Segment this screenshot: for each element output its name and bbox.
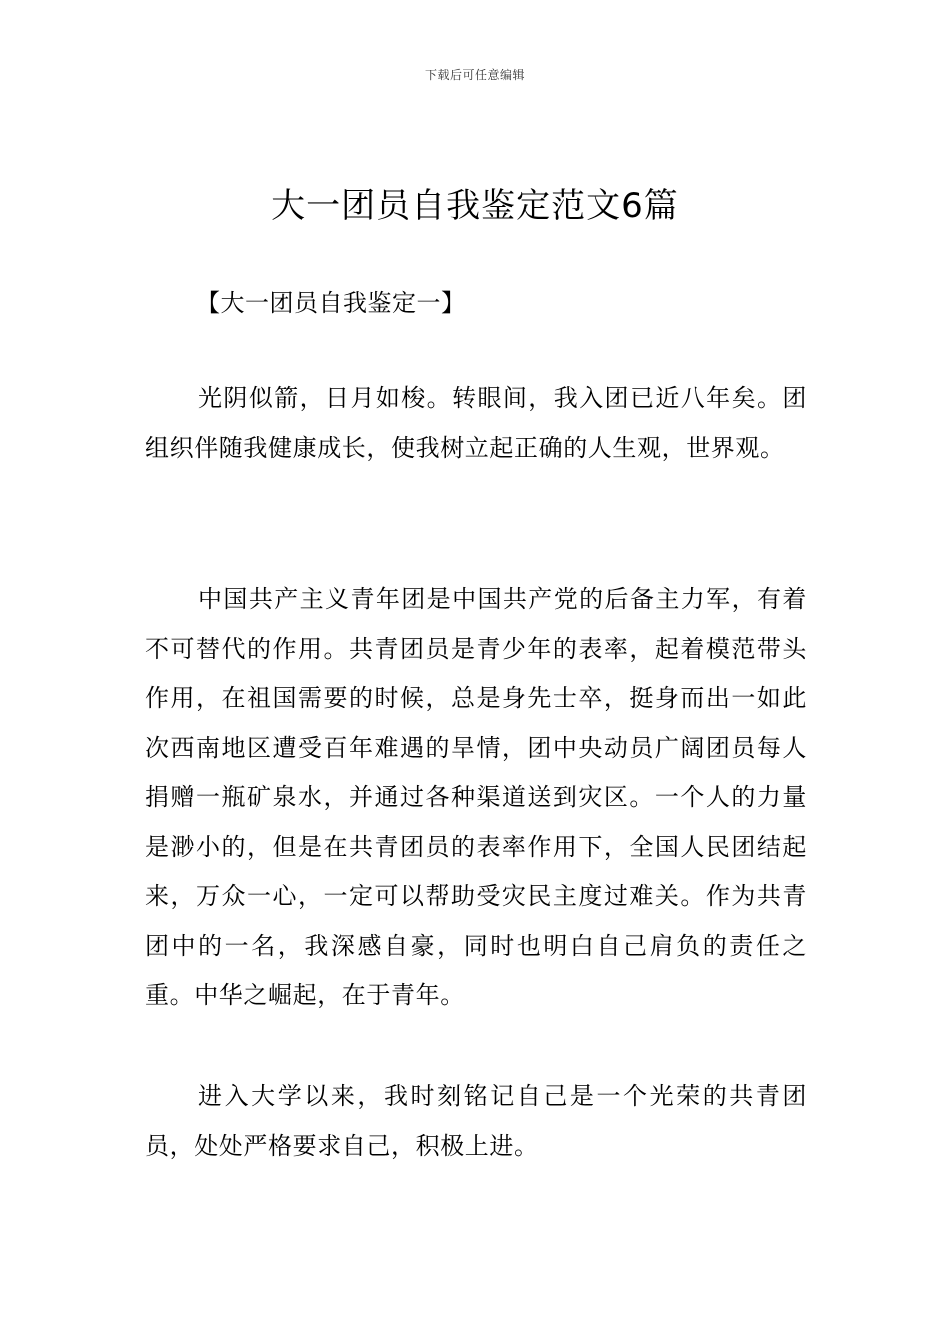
document-title: 大一团员自我鉴定范文6篇 (271, 186, 679, 226)
section-heading: 【大一团员自我鉴定一】 (196, 289, 466, 317)
paragraph-1: 光阴似箭，日月如梭。转眼间，我入团已近八年矣。团组织伴随我健康成长，使我树立起正确的人生观，世界观。 (145, 384, 807, 462)
header-note: 下载后可任意编辑 (424, 68, 525, 82)
paragraph-3: 进入大学以来，我时刻铭记自己是一个光荣的共青团员，处处严格要求自己，积极上进。 (145, 1082, 807, 1160)
paragraph-2: 中国共产主义青年团是中国共产党的后备主力军，有着不可替代的作用。共青团员是青少年的表率，起着模范带头作用，在祖国需要的时候，总是身先士卒，挺身而出一如此次西南地区遭受百年难遇的旱情，团中央动员广阔团员每人捐赠一瓶矿泉水，并通过各种渠道送到灾区。一个人的力量是渺小的，但是在共青团员的表率作用下，全国人民团结起来，万众一心，一定可以帮助受灾民主度过难关。作为共青团中的一名，我深感自豪，同时也明白自己肩负的责任之重。中华之崛起，在于青年。 (145, 585, 807, 1009)
